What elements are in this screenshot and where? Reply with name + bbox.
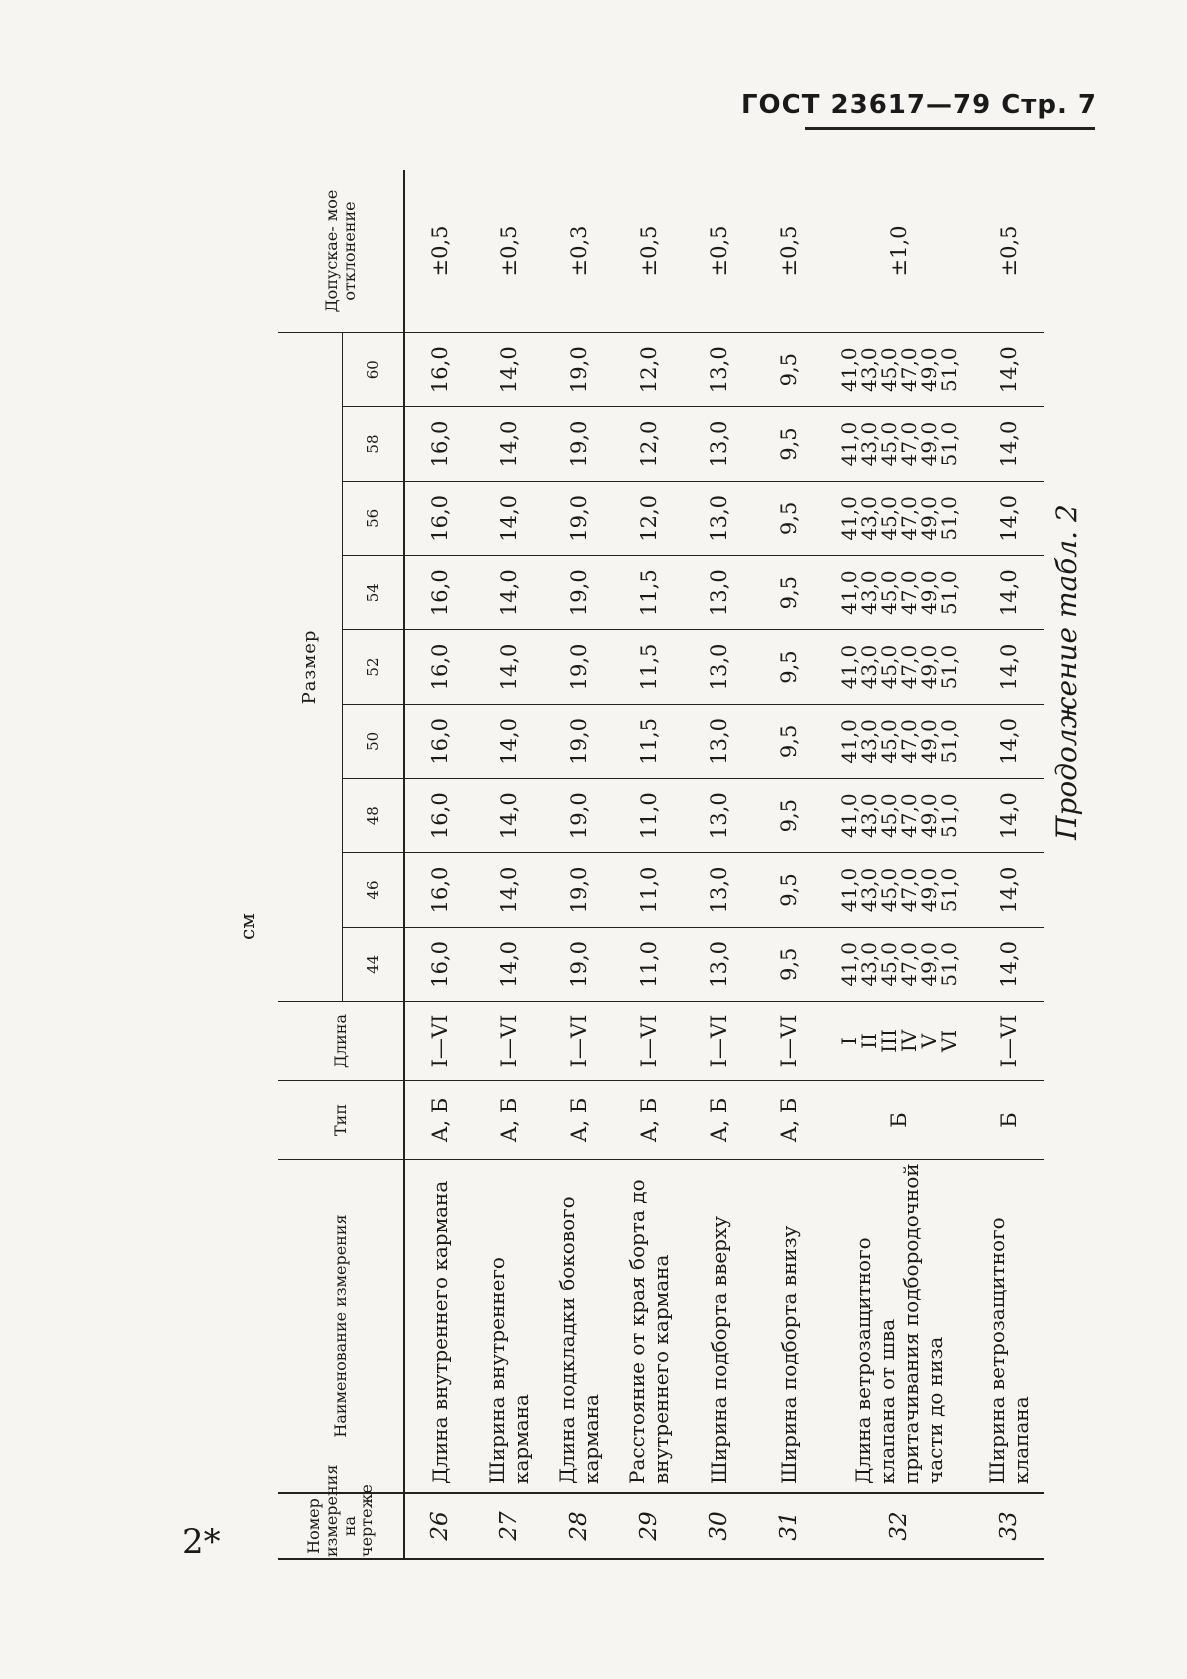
row-type: А, Б [404,1081,474,1160]
row-number: 29 [614,1493,684,1559]
cell-stack-value: 43,0 [857,719,881,764]
col-length-header: Длина [278,1002,404,1081]
cell-stack-value: 49,0 [917,421,941,467]
cell-stack-value: 41,0 [837,347,861,392]
cell-size-50 [824,704,974,778]
cell-stack-value: 43,0 [857,793,881,838]
cell-size-56: 13,0 [684,481,754,555]
cell-size-46: 11,0 [614,853,684,927]
cell-size-60: 14,0 [974,333,1044,407]
cell-stack-value: 41,0 [837,719,861,764]
cell-stack-value: 47,0 [897,644,921,690]
row-type: А, Б [544,1081,614,1160]
cell-stack-value: 45,0 [877,347,901,392]
row-type: А, Б [614,1081,684,1160]
cell-size-50: 14,0 [974,704,1044,778]
cell-size-50: 9,5 [754,704,824,778]
cell-size-56: 12,0 [614,481,684,555]
cell-stack-value: 41,0 [837,570,861,615]
cell-size-54: 19,0 [544,556,614,630]
cell-stack-value: 45,0 [877,570,901,615]
row-type: А, Б [474,1081,544,1160]
page-mark: 2* [182,1522,221,1562]
row-tolerance: ±0,3 [544,170,614,333]
cell-size-60: 19,0 [544,333,614,407]
cell-stack-value: 47,0 [897,496,921,541]
cell-size-46: 14,0 [974,853,1044,927]
cell-stack-value: 43,0 [857,421,881,467]
row-number: 33 [974,1493,1044,1559]
cell-size-46: 13,0 [684,853,754,927]
cell-stack-value: 43,0 [857,496,881,541]
col-type-header: Тип [278,1081,404,1160]
cell-stack-value: 51,0 [937,942,961,987]
rotated-table-frame [220,170,1100,1560]
cell-size-56: 9,5 [754,481,824,555]
table-row [404,170,474,1559]
table-row [684,170,754,1559]
row-name: Ширина ветрозащитного клапана [985,1217,1033,1484]
cell-size-60: 14,0 [474,333,544,407]
row-number: 28 [544,1493,614,1559]
size-header-56: 56 [343,481,405,555]
row-length: I—VI [684,1002,754,1081]
cell-size-60: 16,0 [404,333,474,407]
cell-size-52: 11,5 [614,630,684,704]
cell-size-50: 16,0 [404,704,474,778]
cell-stack-value: 47,0 [897,570,921,615]
row-length-item: IV [897,1029,921,1053]
row-type: Б [974,1081,1044,1160]
row-length-item: I [837,1037,861,1045]
row-tolerance: ±0,5 [614,170,684,333]
col-size-group-header: Размер [278,333,343,1002]
row-type: Б [824,1081,974,1160]
cell-size-54: 11,5 [614,556,684,630]
cell-stack-value: 51,0 [937,496,961,541]
cell-size-58: 16,0 [404,407,474,481]
row-name: Ширина внутреннего кармана [485,1257,533,1484]
cell-size-52: 16,0 [404,630,474,704]
row-type: А, Б [684,1081,754,1160]
cell-size-50: 19,0 [544,704,614,778]
cell-stack-value: 45,0 [877,719,901,764]
cell-size-50: 14,0 [474,704,544,778]
row-length-item: II [857,1033,881,1049]
cell-stack-value: 43,0 [857,942,881,987]
cell-size-44: 19,0 [544,927,614,1001]
cell-stack-value: 41,0 [837,793,861,838]
cell-size-56: 14,0 [474,481,544,555]
cell-stack-value: 41,0 [837,942,861,987]
cell-size-52: 13,0 [684,630,754,704]
row-length [824,1002,974,1081]
size-header-54: 54 [343,556,405,630]
row-name: Расстояние от края борта до внутреннего кармана [625,1179,673,1484]
row-number: 31 [754,1493,824,1559]
cell-size-52: 9,5 [754,630,824,704]
cell-size-48: 16,0 [404,779,474,853]
col-number-header: Номер измерения на чертеже [278,1493,404,1559]
cell-size-48: 11,0 [614,779,684,853]
cell-stack-value: 45,0 [877,496,901,541]
table-row [824,170,974,1559]
cell-stack-value: 51,0 [937,421,961,467]
cell-stack-value: 49,0 [917,942,941,987]
cell-stack-value: 43,0 [857,570,881,615]
size-header-52: 52 [343,630,405,704]
page-header: ГОСТ 23617—79 Стр. 7 [740,90,1097,120]
cell-size-54: 14,0 [974,556,1044,630]
cell-size-48: 14,0 [474,779,544,853]
row-name: Длина внутреннего кармана [427,1180,452,1484]
cell-size-58: 12,0 [614,407,684,481]
cell-size-46: 9,5 [754,853,824,927]
row-length: I—VI [474,1002,544,1081]
cell-stack-value: 49,0 [917,644,941,690]
cell-size-60: 13,0 [684,333,754,407]
cell-size-46: 19,0 [544,853,614,927]
row-number: 32 [824,1493,974,1559]
row-name: Длина ветрозащитного клапана от шва притачивания подбородочной части до низа [851,1163,947,1484]
cell-size-54: 16,0 [404,556,474,630]
row-number: 27 [474,1493,544,1559]
cell-size-44: 9,5 [754,927,824,1001]
table-row [544,170,614,1559]
row-length: I—VI [754,1002,824,1081]
table-row [474,170,544,1559]
row-number: 26 [404,1493,474,1559]
cell-size-52: 19,0 [544,630,614,704]
size-header-60: 60 [343,333,405,407]
size-header-58: 58 [343,407,405,481]
cell-stack-value: 49,0 [917,867,941,913]
cell-size-48: 13,0 [684,779,754,853]
cell-stack-value: 51,0 [937,719,961,764]
table-row [614,170,684,1559]
cell-size-58: 14,0 [974,407,1044,481]
cell-stack-value: 43,0 [857,867,881,913]
table-row [754,170,824,1559]
cell-stack-value: 49,0 [917,496,941,541]
cell-stack-value: 43,0 [857,347,881,392]
cell-stack-value: 45,0 [877,644,901,690]
cell-size-44: 14,0 [974,927,1044,1001]
row-tolerance: ±0,5 [974,170,1044,333]
cell-stack-value: 47,0 [897,793,921,838]
size-header-48: 48 [343,779,405,853]
table-row [974,170,1044,1559]
col-tolerance-header: Допускае- мое отклонение [278,170,404,333]
size-header-50: 50 [343,704,405,778]
cell-stack-value: 49,0 [917,793,941,838]
row-length-item: V [917,1033,941,1049]
row-type: А, Б [754,1081,824,1160]
row-tolerance: ±1,0 [824,170,974,333]
cell-size-44: 13,0 [684,927,754,1001]
cell-size-58: 13,0 [684,407,754,481]
cell-stack-value: 41,0 [837,867,861,913]
cell-size-60: 9,5 [754,333,824,407]
row-length-item: VI [937,1029,961,1053]
cell-size-46: 14,0 [474,853,544,927]
cell-size-56: 14,0 [974,481,1044,555]
row-name: Длина подкладки бокового кармана [555,1196,603,1484]
row-tolerance: ±0,5 [684,170,754,333]
cell-stack-value: 47,0 [897,347,921,392]
cell-size-54 [824,556,974,630]
cell-size-54: 9,5 [754,556,824,630]
cell-stack-value: 45,0 [877,421,901,467]
row-name: Ширина подборта вверху [707,1215,731,1484]
cell-size-46 [824,853,974,927]
size-header-46: 46 [343,853,405,927]
cell-size-60: 12,0 [614,333,684,407]
row-length: I—VI [614,1002,684,1081]
cell-stack-value: 41,0 [837,644,861,690]
row-length: I—VI [404,1002,474,1081]
cell-size-58: 19,0 [544,407,614,481]
cell-size-58: 9,5 [754,407,824,481]
row-tolerance: ±0,5 [474,170,544,333]
cell-stack-value: 45,0 [877,942,901,987]
cell-stack-value: 41,0 [837,421,861,467]
unit-label: см [235,913,259,940]
cell-size-44 [824,927,974,1001]
cell-stack-value: 41,0 [837,496,861,541]
cell-size-48: 9,5 [754,779,824,853]
cell-stack-value: 47,0 [897,719,921,764]
table-caption: Продолжение табл. 2 [1050,504,1083,840]
cell-size-56: 19,0 [544,481,614,555]
cell-stack-value: 45,0 [877,793,901,838]
cell-stack-value: 47,0 [897,867,921,913]
row-length: I—VI [544,1002,614,1081]
cell-stack-value: 49,0 [917,719,941,764]
row-name: Ширина подборта внизу [777,1225,801,1484]
cell-size-56 [824,481,974,555]
cell-size-52 [824,630,974,704]
row-length-item: III [877,1029,901,1053]
measurements-table [278,170,1044,1560]
cell-stack-value: 51,0 [937,793,961,838]
cell-size-52: 14,0 [474,630,544,704]
cell-size-46: 16,0 [404,853,474,927]
size-header-44: 44 [343,927,405,1001]
cell-stack-value: 49,0 [917,570,941,615]
cell-size-54: 13,0 [684,556,754,630]
row-number: 30 [684,1493,754,1559]
cell-stack-value: 45,0 [877,867,901,913]
row-length: I—VI [974,1002,1044,1081]
cell-stack-value: 51,0 [937,644,961,690]
cell-stack-value: 51,0 [937,867,961,913]
cell-size-60 [824,333,974,407]
cell-size-54: 14,0 [474,556,544,630]
cell-stack-value: 47,0 [897,942,921,987]
row-tolerance: ±0,5 [754,170,824,333]
cell-size-48 [824,779,974,853]
header-rule [805,127,1095,130]
table-body [404,170,1044,1559]
cell-size-56: 16,0 [404,481,474,555]
cell-stack-value: 43,0 [857,644,881,690]
cell-size-48: 14,0 [974,779,1044,853]
cell-stack-value: 51,0 [937,570,961,615]
cell-size-52: 14,0 [974,630,1044,704]
cell-size-58: 14,0 [474,407,544,481]
cell-size-50: 11,5 [614,704,684,778]
cell-stack-value: 47,0 [897,421,921,467]
cell-size-44: 16,0 [404,927,474,1001]
cell-size-50: 13,0 [684,704,754,778]
cell-size-48: 19,0 [544,779,614,853]
row-tolerance: ±0,5 [404,170,474,333]
cell-stack-value: 49,0 [917,347,941,392]
cell-stack-value: 51,0 [937,347,961,392]
cell-size-58 [824,407,974,481]
col-name-header: Наименование измерения [278,1160,404,1494]
cell-size-44: 14,0 [474,927,544,1001]
cell-size-44: 11,0 [614,927,684,1001]
